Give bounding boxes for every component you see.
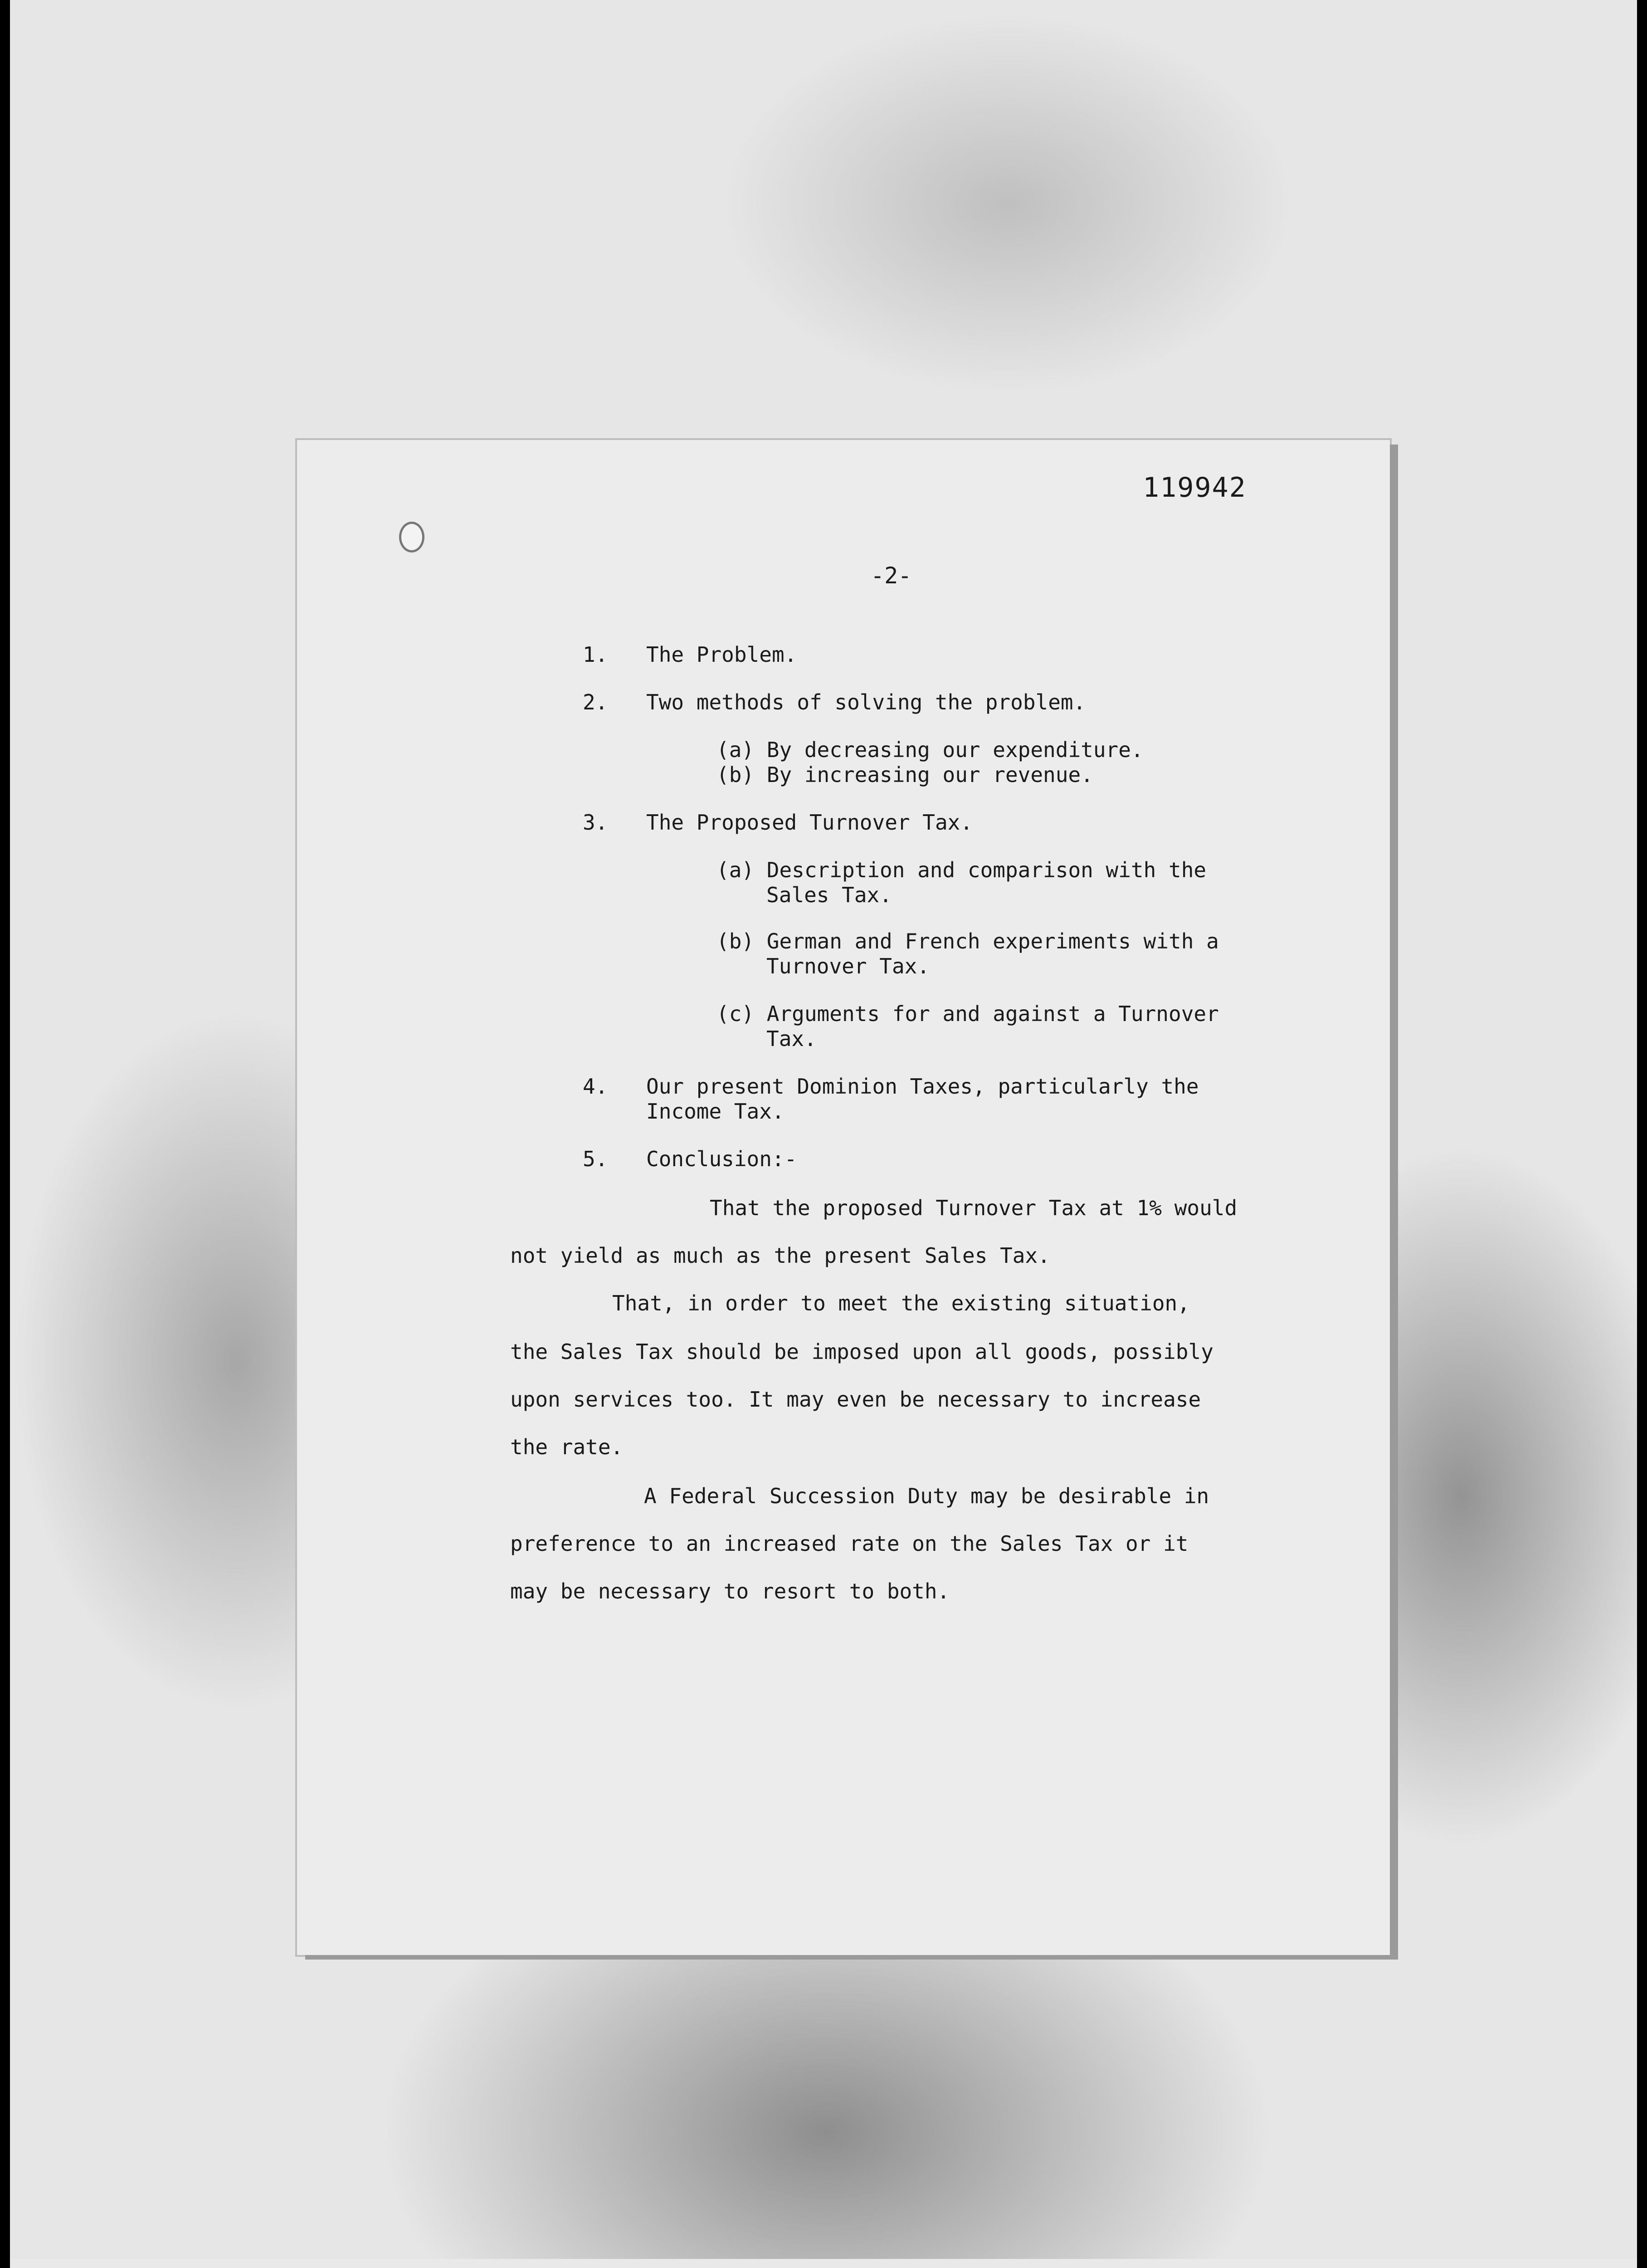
conclusion-p1-line-2: not yield as much as the present Sales Tax. — [510, 1243, 1050, 1268]
item-2b: (b) By increasing our revenue. — [716, 763, 1093, 787]
item-3c-line-2: Tax. — [766, 1026, 817, 1051]
punch-hole — [399, 522, 424, 552]
item-3a-line-2: Sales Tax. — [766, 883, 892, 907]
conclusion-p2-line-3: upon services too. It may even be necessary to increase — [510, 1387, 1201, 1412]
conclusion-p3-line-3: may be necessary to resort to both. — [510, 1579, 950, 1603]
item-4-line-1: Our present Dominion Taxes, particularly the — [646, 1074, 1199, 1099]
item-2-text: Two methods of solving the problem. — [646, 690, 1086, 714]
item-3b-line-1: (b) German and French experiments with a — [716, 929, 1219, 953]
conclusion-p3-line-2: preference to an increased rate on the Sales Tax or it — [510, 1531, 1189, 1556]
item-1-number: 1. — [583, 642, 608, 667]
conclusion-p2-line-4: the rate. — [510, 1435, 624, 1459]
conclusion-p1-line-1: That the proposed Turnover Tax at 1% would — [710, 1196, 1238, 1220]
item-3b-line-2: Turnover Tax. — [766, 954, 930, 978]
item-4-number: 4. — [583, 1074, 608, 1099]
item-3a-line-1: (a) Description and comparison with the — [716, 858, 1207, 882]
item-3c-line-1: (c) Arguments for and against a Turnover — [716, 1002, 1219, 1026]
conclusion-p3-line-1: A Federal Succession Duty may be desirable in — [644, 1484, 1209, 1508]
item-2a: (a) By decreasing our expenditure. — [716, 738, 1144, 762]
item-3-number: 3. — [583, 810, 608, 835]
archive-backing — [10, 2259, 1637, 2268]
conclusion-p2-line-1: That, in order to meet the existing situation, — [612, 1291, 1190, 1315]
item-4-line-2: Income Tax. — [646, 1099, 785, 1124]
item-2-number: 2. — [583, 690, 608, 714]
document-number: 119942 — [1143, 472, 1247, 503]
page-number: -2- — [871, 562, 912, 589]
item-5-number: 5. — [583, 1147, 608, 1171]
conclusion-p2-line-2: the Sales Tax should be imposed upon all goods, possibly — [510, 1339, 1213, 1364]
item-5-text: Conclusion:- — [646, 1147, 797, 1171]
item-3-text: The Proposed Turnover Tax. — [646, 810, 973, 835]
item-1-text: The Problem. — [646, 642, 797, 667]
